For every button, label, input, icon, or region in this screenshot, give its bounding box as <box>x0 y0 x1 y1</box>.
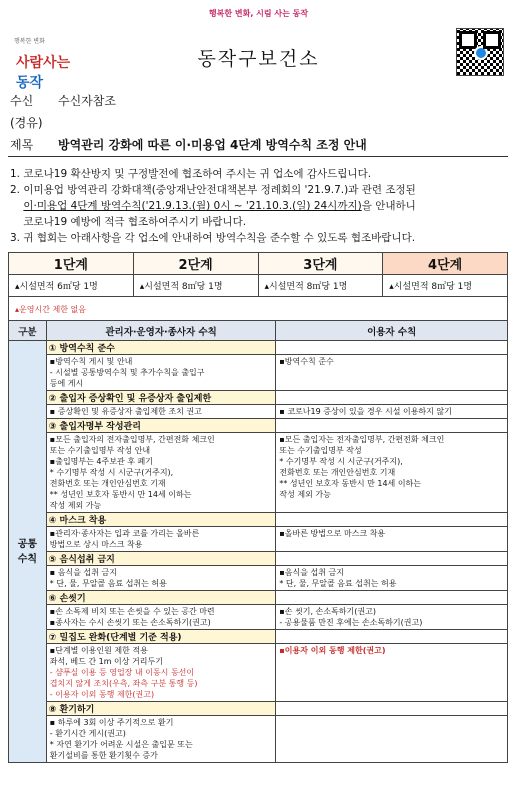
user-rules-cell <box>276 605 508 630</box>
section-title: ⑥ 손씻기 <box>46 591 276 605</box>
user-rule-line: ▪손 씻기, 손소독하기(권고) <box>279 607 376 616</box>
user-rules-cell <box>276 527 508 552</box>
stage-table <box>8 252 508 323</box>
category-label-a: 공통 <box>17 538 38 550</box>
manager-rules-cell <box>46 355 276 391</box>
user-rule-line: ▪이용자 이외 동행 제한(권고) <box>279 646 386 655</box>
manager-rules-cell <box>46 527 276 552</box>
stage-2-header: 2단계 <box>133 253 258 275</box>
manager-rules-cell <box>46 644 276 702</box>
manager-rule-line: ** 성년인 보호자 동반시 만 14세 이하는 <box>49 490 192 499</box>
user-rule-line: ▪ 코로나19 증상이 있을 경우 시설 이용하지 않기 <box>279 407 452 416</box>
body-text <box>10 166 510 246</box>
manager-rule-line: ▪단계별 이용인원 제한 적용 <box>49 646 148 655</box>
section-title-spacer <box>276 702 508 716</box>
user-rule-line: * 수기명부 작성 시 시군구(거주지), <box>279 457 403 466</box>
manager-rules-cell <box>46 405 276 419</box>
manager-rule-line: 또는 수기출입명부 작성 안내 <box>49 446 151 455</box>
paragraph-2c <box>10 214 510 230</box>
paragraph-2c-text: 코로나19 예방에 적극 협조하여주시기 바랍니다. <box>23 216 247 228</box>
section-title: ⑤ 음식섭취 금지 <box>46 552 276 566</box>
section-title: ⑧ 환기하기 <box>46 702 276 716</box>
stage-3-value: ▴시설면적 8㎡당 1명 <box>258 275 383 297</box>
manager-rule-line: 전화번호 또는 개인안심번호 기재 <box>49 479 166 488</box>
rules-table <box>8 320 508 763</box>
manager-rule-line: 좌석, 베드 간 1m 이상 거리두기 <box>49 657 163 666</box>
manager-rule-line: ▪ 음식을 섭취 금지 <box>49 568 117 577</box>
manager-rule-line: ▪관리자·종사자는 입과 코를 가리는 올바른 <box>49 529 200 538</box>
manager-rule-line: ▪출입명부는 4주보관 후 폐기 <box>49 457 153 466</box>
col-user: 이용자 수칙 <box>276 321 508 341</box>
manager-rule-line: 등에 게시 <box>49 379 84 388</box>
user-rules-cell <box>276 716 508 763</box>
manager-rule-line: 환기설비를 통한 환기횟수 증가 <box>49 751 158 760</box>
manager-rule-line: ▪손 소독제 비치 또는 손씻을 수 있는 공간 마련 <box>49 607 215 616</box>
user-rule-line: - 공용물품 만진 후에는 손소독하기(권고) <box>279 618 423 627</box>
user-rule-line: 또는 수기출입명부 작성 <box>279 446 362 455</box>
section-title: ④ 마스크 착용 <box>46 513 276 527</box>
manager-rule-line: * 수기명부 작성 시 시군구(거주지), <box>49 468 174 477</box>
user-rule-line: ▪올바른 방법으로 마스크 착용 <box>279 529 386 538</box>
user-rule-line: 작성 제외 가능 <box>279 490 331 499</box>
section-title: ③ 출입자명부 작성관리 <box>46 419 276 433</box>
section-title-spacer <box>276 513 508 527</box>
logo-main-b: 동작 <box>16 75 44 91</box>
category-label-b: 수칙 <box>17 553 38 565</box>
paragraph-2a: 2. 이미용업 방역관리 강화대책(중앙재난안전대책본부 정례회의 '21.9.7.)과 관련 조정된 <box>10 184 416 196</box>
manager-rule-line: 방법으로 상시 마스크 착용 <box>49 540 143 549</box>
category-cell <box>9 341 47 763</box>
logo-small-text: 행복한 변화 <box>14 38 45 45</box>
section-title-spacer <box>276 391 508 405</box>
subject-row <box>10 136 367 153</box>
col-manager: 관리자·운영자·종사자 수칙 <box>46 321 276 341</box>
manager-rules-cell <box>46 605 276 630</box>
stage-1-value: ▴시설면적 6㎡당 1명 <box>9 275 134 297</box>
user-rules-cell <box>276 644 508 702</box>
user-rules-cell <box>276 566 508 591</box>
manager-rule-line: * 자연 환기가 어려운 시설은 출입문 또는 <box>49 740 193 749</box>
col-category: 구분 <box>9 321 47 341</box>
stage-4-header: 4단계 <box>383 253 508 275</box>
manager-rule-line: 겹치지 않게 조치(우측, 좌측 구분 통행 등) <box>49 679 198 688</box>
manager-rule-line: ▪모든 출입자의 전자출입명부, 간편전화 체크인 <box>49 435 215 444</box>
org-title: 동작구보건소 <box>197 48 320 70</box>
subject-label: 제목 <box>10 138 34 152</box>
stage-4-value: ▴시설면적 8㎡당 1명 <box>383 275 508 297</box>
period-underlined: 이·미용업 4단계 방역수칙('21.9.13.(월) 0시 ~ '21.10.3.(일) 24시까지) <box>23 200 362 212</box>
user-rules-cell <box>276 433 508 513</box>
stage-3-header: 3단계 <box>258 253 383 275</box>
section-title: ② 출입자 증상확인 및 유증상자 출입제한 <box>46 391 276 405</box>
section-title: ⑦ 밀집도 완화(단계별 기준 적용) <box>46 630 276 644</box>
stage-2-value: ▴시설면적 8㎡당 1명 <box>133 275 258 297</box>
section-title: ① 방역수칙 준수 <box>46 341 276 355</box>
user-rule-line: ▪방역수칙 준수 <box>279 357 334 366</box>
user-rule-line: ** 성년인 보호자 동반시 만 14세 이하는 <box>279 479 422 488</box>
user-rules-cell <box>276 405 508 419</box>
section-title-spacer <box>276 419 508 433</box>
recipient-row <box>10 92 116 109</box>
via-row <box>10 114 43 131</box>
section-title-spacer <box>276 630 508 644</box>
manager-rule-line: ▪종사자는 수시 손씻기 또는 손소독하기(권고) <box>49 618 211 627</box>
operating-hours-note: ▴운영시간 제한 없음 <box>9 297 508 323</box>
section-title-spacer <box>276 591 508 605</box>
manager-rule-line: ▪방역수칙 게시 및 안내 <box>49 357 133 366</box>
manager-rules-cell <box>46 566 276 591</box>
logo-main-a: 사람사는 <box>16 55 71 71</box>
subject-value: 방역관리 강화에 따른 이·미용업 4단계 방역수칙 조정 안내 <box>58 138 367 152</box>
recipient-label: 수신 <box>10 94 34 108</box>
manager-rule-line: ▪ 증상확인 및 유증상자 출입제한 조치 권고 <box>49 407 202 416</box>
manager-rule-line: ▪ 하루에 3회 이상 주기적으로 환기 <box>49 718 174 727</box>
manager-rule-line: - 시설별 공통방역수칙 및 추가수칙을 출입구 <box>49 368 205 377</box>
manager-rule-line: 작성 제외 가능 <box>49 501 102 510</box>
section-title-spacer <box>276 552 508 566</box>
manager-rule-line: - 환기시간 게시(권고) <box>49 729 126 738</box>
divider <box>8 156 508 157</box>
manager-rules-cell <box>46 433 276 513</box>
paragraph-3: 3. 귀 협회는 아래사항을 각 업소에 안내하여 방역수칙을 준수할 수 있도록 협조바랍니다. <box>10 232 416 244</box>
user-rule-line: ▪음식을 섭취 금지 <box>279 568 344 577</box>
header-slogan: 행복한 변화, 시림 사는 동작 <box>208 9 309 18</box>
recipient-value: 수신자참조 <box>58 94 116 108</box>
section-title-spacer <box>276 341 508 355</box>
user-rule-line: 전화번호 또는 개인안심번호 기재 <box>279 468 396 477</box>
manager-rule-line: * 단, 물, 무알콜 음료 섭취는 허용 <box>49 579 167 588</box>
manager-rules-cell <box>46 716 276 763</box>
qr-code-icon <box>456 28 504 76</box>
via-label: (경유) <box>10 116 43 130</box>
paragraph-1: 1. 코로나19 확산방지 및 구정발전에 협조하여 주시는 귀 업소에 감사드립니다. <box>10 168 372 180</box>
manager-rule-line: - 이용자 이외 동행 제한(권고) <box>49 690 155 699</box>
user-rules-cell <box>276 355 508 391</box>
user-rule-line: ▪모든 출입자는 전자출입명부, 간편전화 체크인 <box>279 435 445 444</box>
paragraph-2b-rest: 을 안내하니 <box>361 200 416 212</box>
manager-rule-line: - 샴푸실 이용 등 영업장 내 이동시 동선이 <box>49 668 195 677</box>
paragraph-2b <box>10 198 510 214</box>
stage-1-header: 1단계 <box>9 253 134 275</box>
user-rule-line: * 단, 물, 무알콜 음료 섭취는 허용 <box>279 579 397 588</box>
